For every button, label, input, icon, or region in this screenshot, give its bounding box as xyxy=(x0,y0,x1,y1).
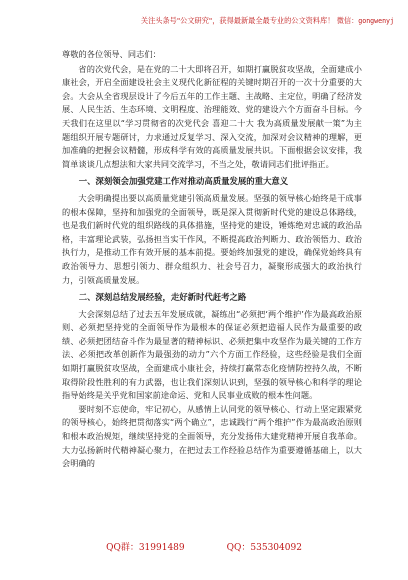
header-wechat-label: 微信： xyxy=(336,15,359,25)
document-body xyxy=(62,48,362,536)
footer-qq: QQ：535304092 xyxy=(226,542,302,553)
footer-contact xyxy=(0,536,408,556)
header-wechat-id: gongwenyj xyxy=(358,16,394,25)
header-banner xyxy=(0,0,408,46)
footer-qq-group: QQ群：31991489 xyxy=(106,542,185,553)
header-notice-text: 关注头条号"公文研究"，获得最新最全最专业的公文资料库！ xyxy=(140,15,335,25)
salutation: 尊敬的各位领导、同志们： xyxy=(62,49,161,59)
paragraph-1: 省的次党代会，是在党的二十大即将召开，如期打赢脱贫攻坚战，全面建成小康社会，开启全面建设社会主义现代化新征程的关键时期召开的一次十分重要的大会。大会从全省现层设计了今后五年的工作主题、主战略、主定位，明确了经济发展、人民生活、生态环境、文明程度、治理能效、党的建设六个方面奋斗目标。今天我们在这里以“学习贯彻省的次党代会 喜迎二十大 我为高质量发展献一策”为主题组织开展专题研讨，力求通过反复学习、深入交流，加深对会议精神的理解，更加准确的把握会议精髓，形成科学有效的高质量发展共识。下面根据会议安排，我简单谈谈几点想法和大家共同交流学习，不当之处，敬请同志们批评指正。 xyxy=(62,63,362,169)
paragraph-2: 大会明确提出要以高质量党建引领高质量发展。坚强的领导核心始终是干成事的根本保障，坚持和加强党的全面领导，既是深入贯彻新时代党的建设总体路线，也是我们新时代党的组织路线的具体措施，坚持党的建设，锤炼绝对忠诚的政治品格，丰富理论武装，弘扬担当实干作风，不断提高政治判断力、政治领悟力、政治执行力，是推动工作有效开展的基本前提。要始终加强党的建设，确保党始终具有政治领导力、思想引领力、群众组织力、社会号召力，凝聚形成强大的政治执行力，引领高质量发展。 xyxy=(62,192,362,285)
paragraph-4: 要时刻不忘使命，牢记初心，从感情上认同党的领导核心、行动上坚定跟紧党的领导核心，始终把贯彻落实“两个确立”，忠诚践行“两个维护”作为最高政治原则和根本政治规矩，继续坚持党的全面领导，充分发扬伟大建党精神开展自我革命。大力弘扬新时代精神凝心聚力，在把过去工作经验总结作为重要遵循基础上，以大会明确的 xyxy=(62,403,362,469)
section-heading-1: 一、深刻领会加强党建工作对推动高质量发展的重大意义 xyxy=(78,176,289,187)
header-notice xyxy=(141,17,394,26)
paragraph-3: 大会深刻总结了过去五年发展成就，凝练出“必须把‘两个维护’作为最高政治原则、必须把坚持党的全面领导作为最根本的保证必须把造福人民作为最重要的政绩、必须把团结奋斗作为最显著的精神标识、必须把集中攻坚作为最关键的工作方法、必须把改革创新作为最强劲的动力”六个方面工作经验，这些经验是我们全面如期打赢脱贫攻坚战，全面建成小康社会，持续打赢常态化疫情防控持久战，不断取得阶段性胜利的有力武器，也让我们深刻认识到，坚强的领导核心和科学的理论指导始终是关乎党和国家前途命运、党和人民事业成败的根本性问题。 xyxy=(62,308,362,401)
section-heading-2: 二、深刻总结发展经验，走好新时代赶考之路 xyxy=(78,292,247,303)
